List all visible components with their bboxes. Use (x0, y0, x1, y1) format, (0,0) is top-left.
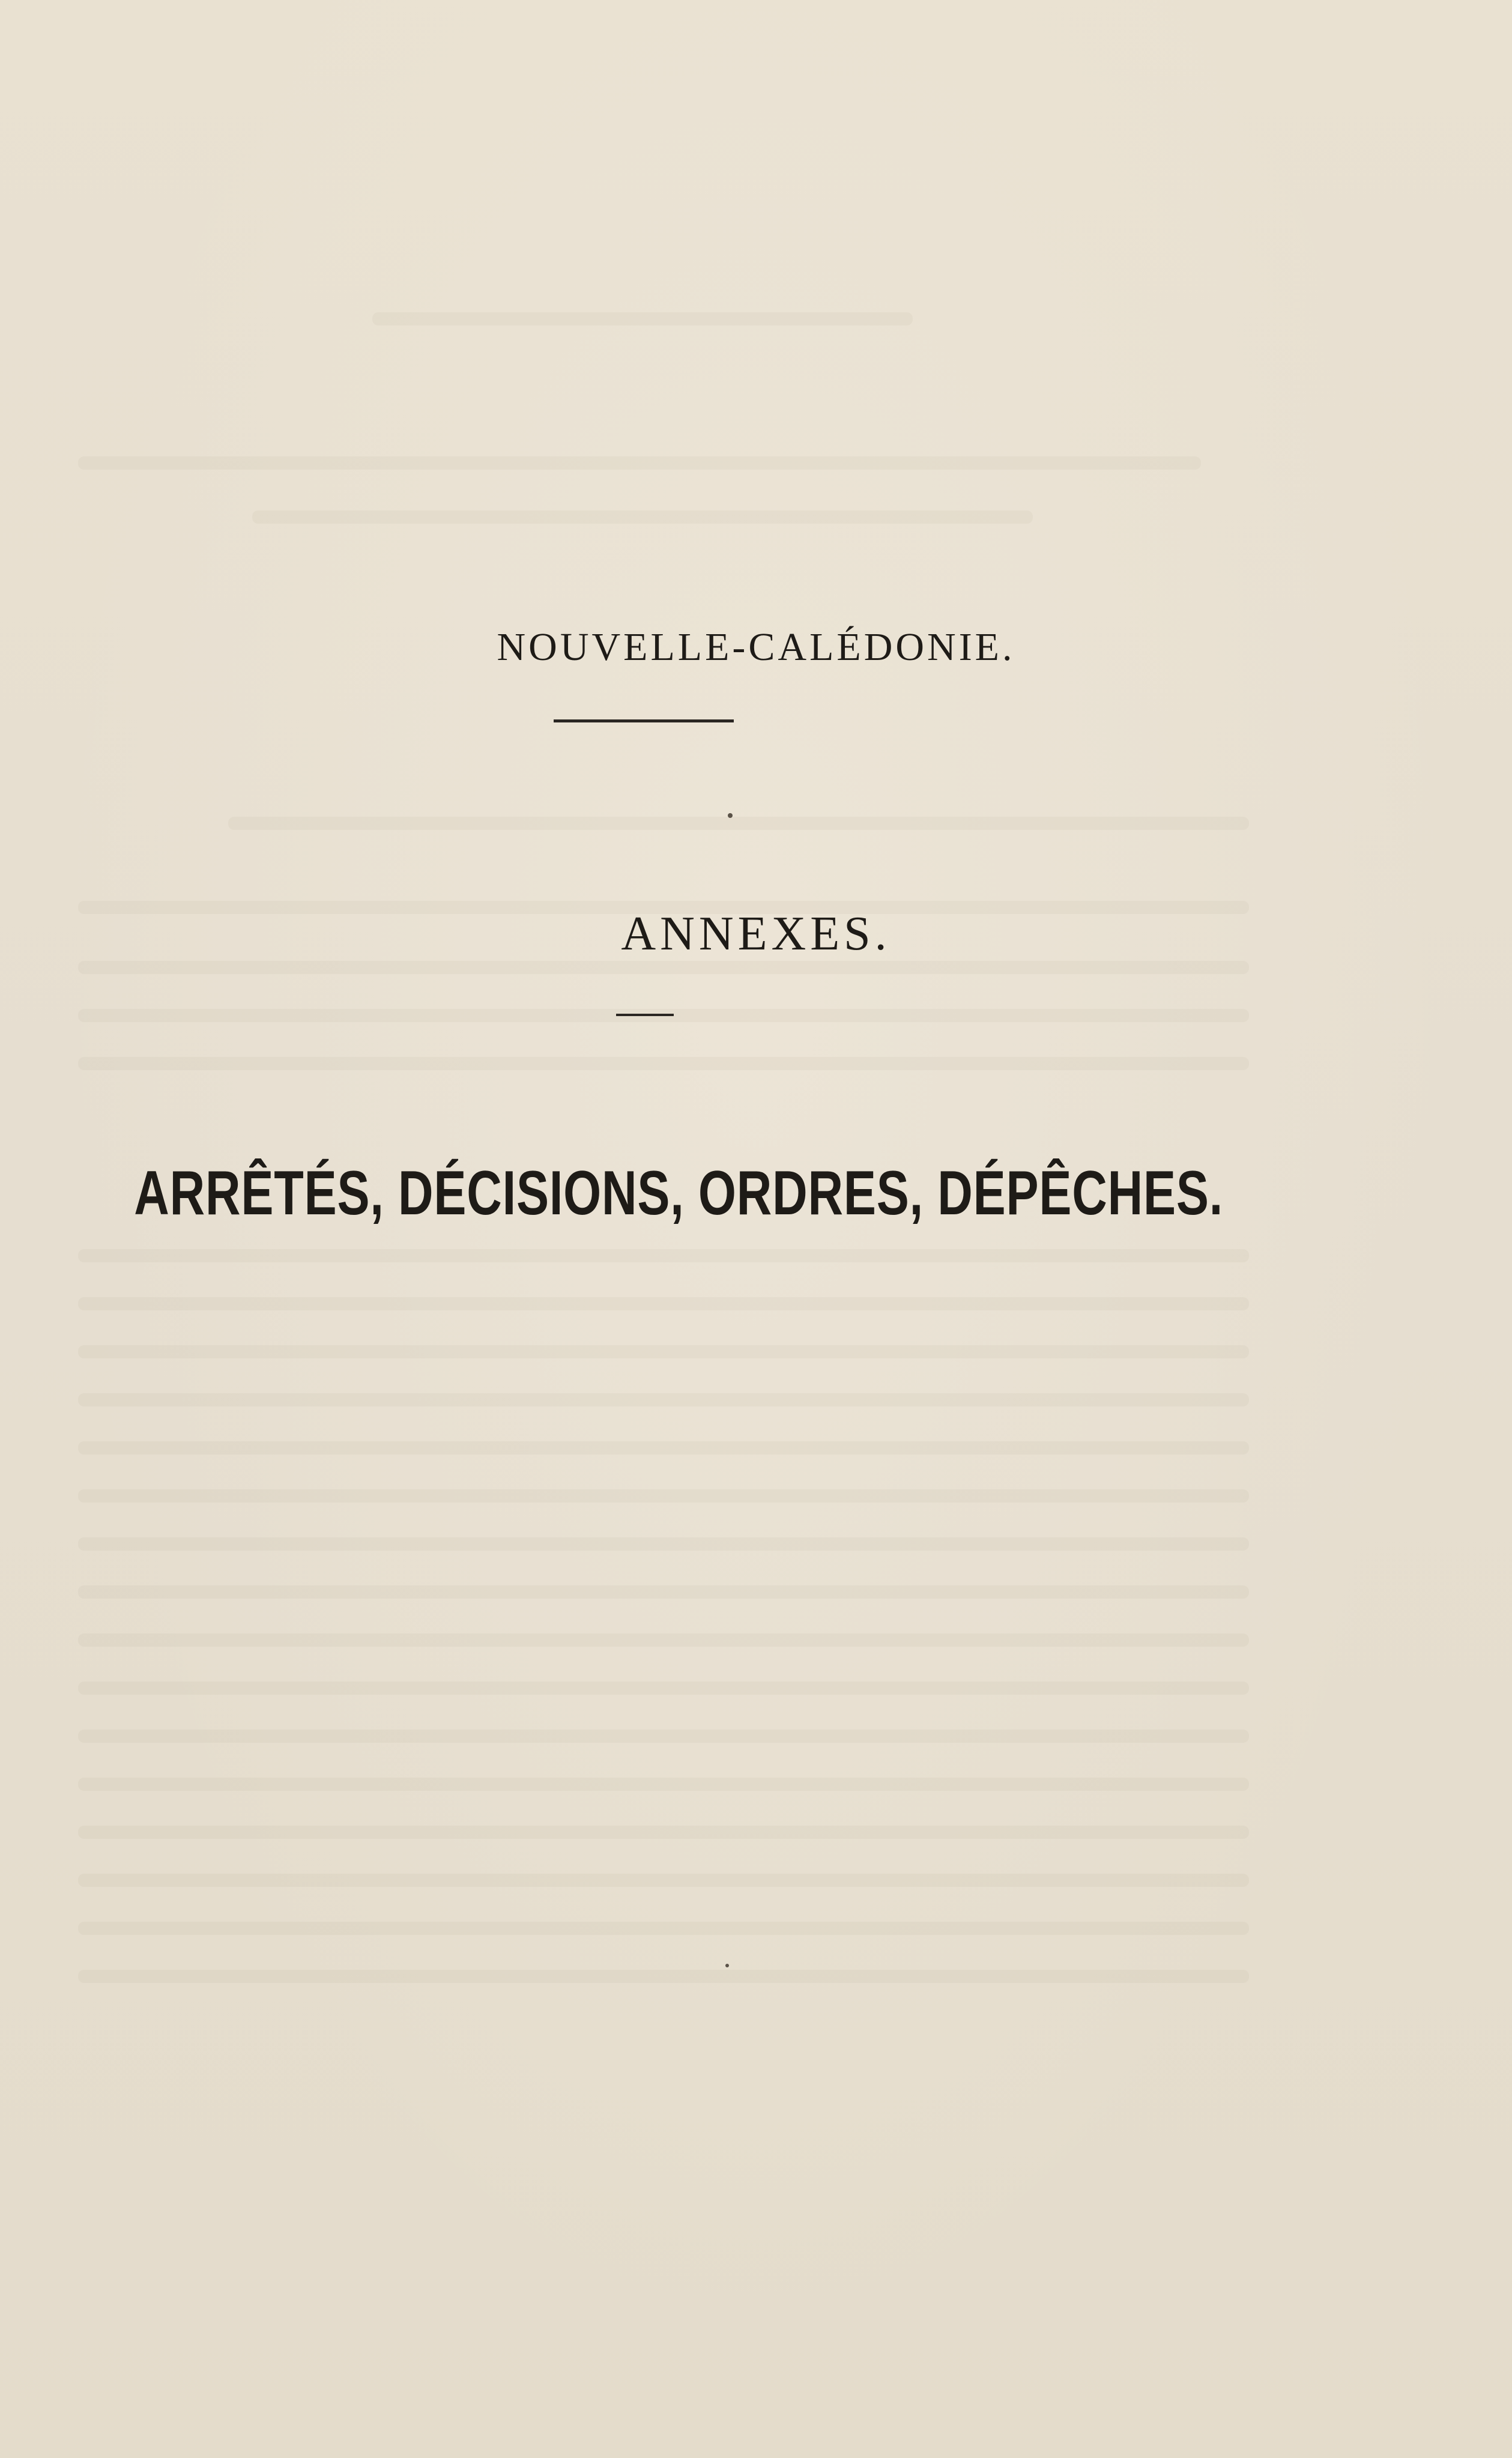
show-through-line (78, 1345, 1249, 1358)
show-through-line (78, 456, 1201, 470)
title-divider (554, 719, 734, 722)
show-through-line (78, 1441, 1249, 1455)
show-through-line (78, 1393, 1249, 1406)
show-through-line (78, 1537, 1249, 1551)
paper-speck (728, 813, 733, 818)
section-title: ANNEXES. (621, 907, 891, 960)
show-through-line (78, 1922, 1249, 1935)
main-heading: ARRÊTÉS, DÉCISIONS, ORDRES, DÉPÊCHES. (134, 1158, 1224, 1228)
show-through-line (78, 961, 1249, 974)
show-through-line (78, 1585, 1249, 1599)
section-divider (616, 1014, 674, 1016)
show-through-line (78, 1633, 1249, 1647)
paper-speck (725, 1964, 729, 1967)
show-through-line (372, 312, 913, 325)
show-through-line (78, 1970, 1249, 1983)
show-through-line (78, 1249, 1249, 1262)
show-through-line (78, 1778, 1249, 1791)
show-through-line (78, 1874, 1249, 1887)
show-through-line (78, 1057, 1249, 1070)
show-through-line (252, 510, 1033, 524)
show-through-line (228, 817, 1249, 830)
show-through-line (78, 1682, 1249, 1695)
show-through-line (78, 1730, 1249, 1743)
show-through-line (78, 1489, 1249, 1503)
show-through-line (78, 1297, 1249, 1310)
region-title: NOUVELLE-CALÉDONIE. (497, 625, 1015, 669)
show-through-line (78, 1826, 1249, 1839)
